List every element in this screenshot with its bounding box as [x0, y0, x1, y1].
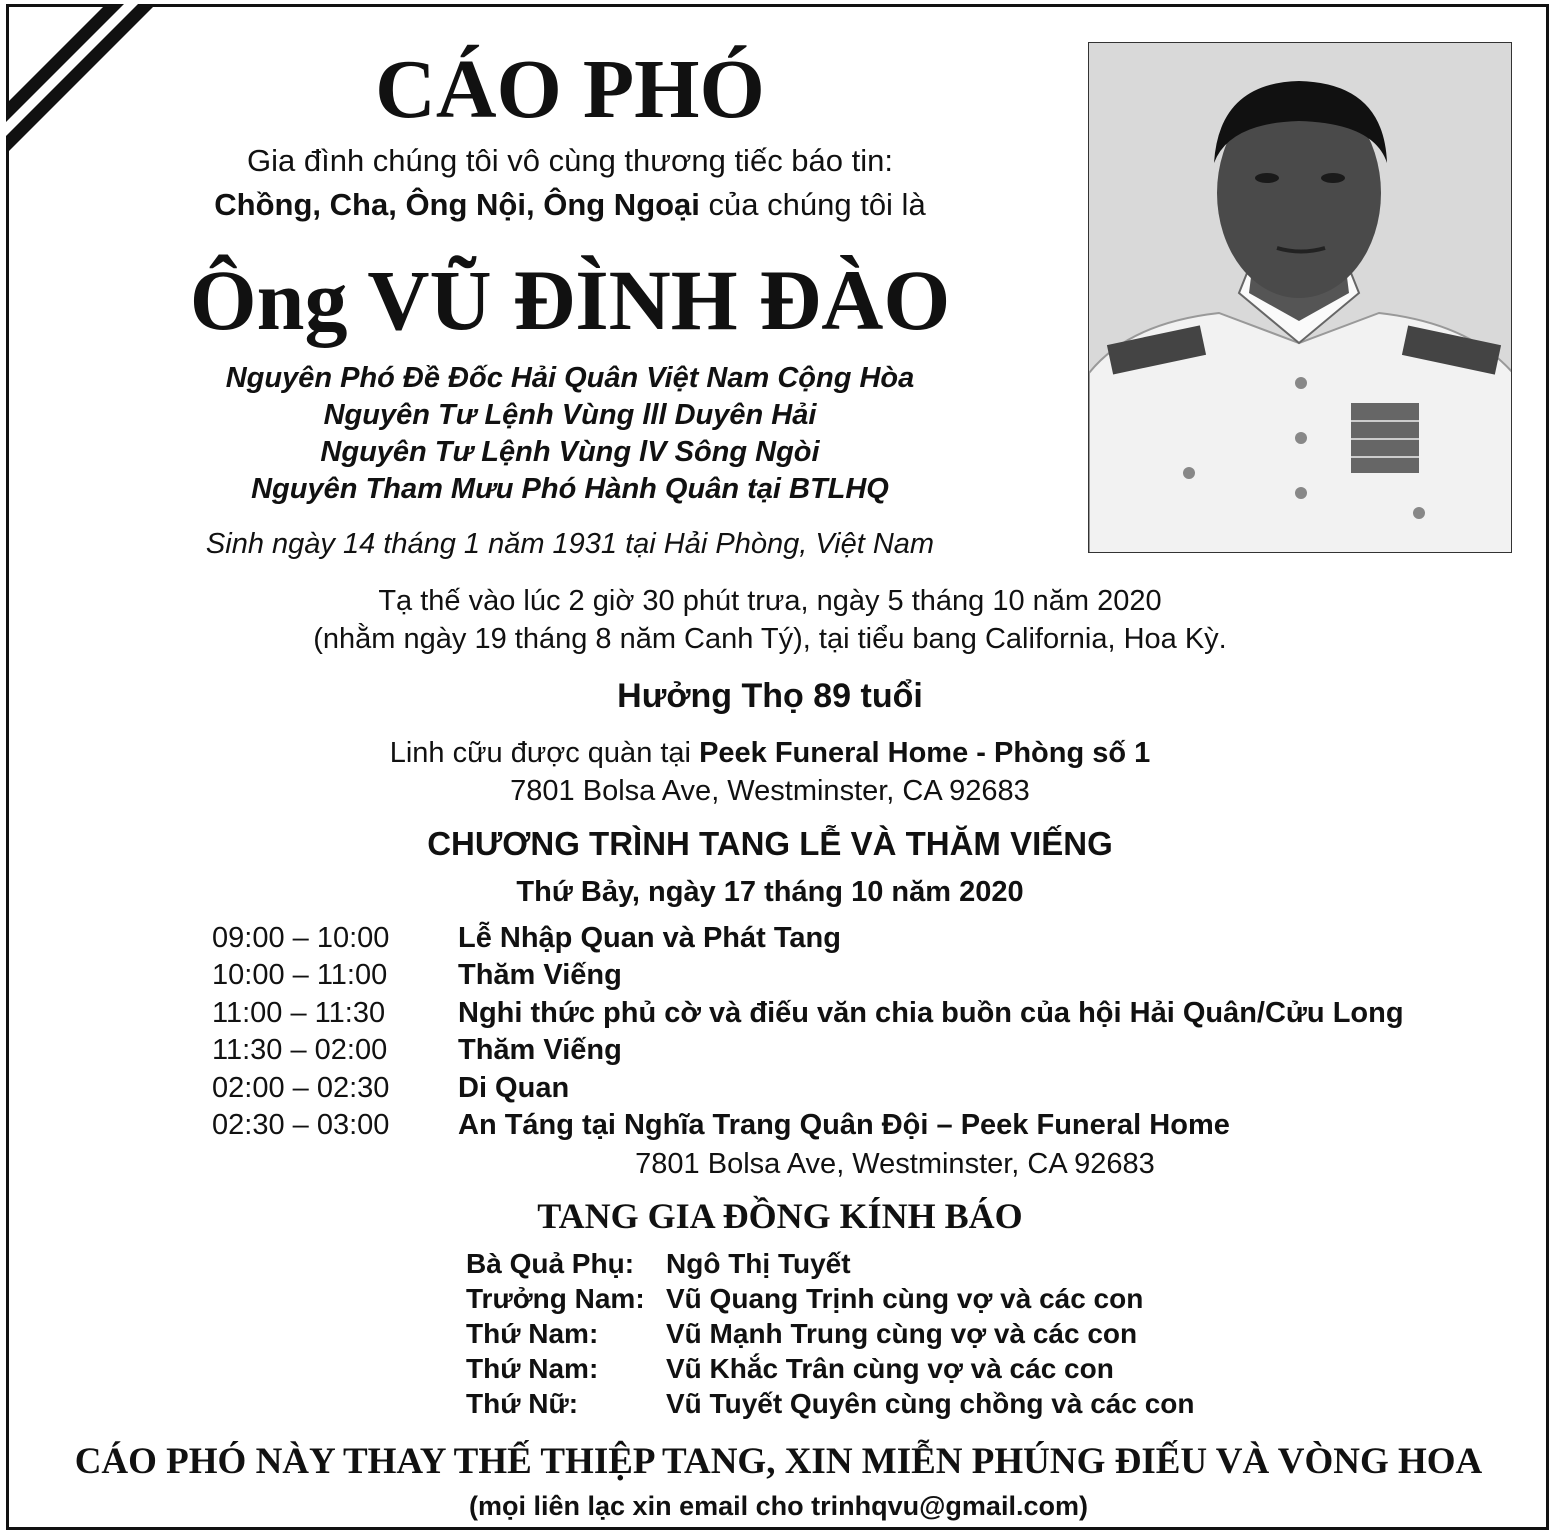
death-info-line: Tạ thế vào lúc 2 giờ 30 phút trưa, ngày 5 tháng 10 năm 2020: [378, 585, 1162, 617]
wake-address: 7801 Bolsa Ave, Westminster, CA 92683: [510, 775, 1030, 807]
family-names: Vũ Quang Trịnh cùng vợ và các con: [666, 1283, 1144, 1314]
schedule-event: Thăm Viếng: [458, 959, 622, 991]
schedule-event: Thăm Viếng: [458, 1034, 622, 1066]
program-title: CHƯƠNG TRÌNH TANG LỄ VÀ THĂM VIẾNG: [427, 825, 1113, 862]
family-relation: Thứ Nữ:: [466, 1388, 579, 1419]
title-line: Nguyên Tư Lệnh Vùng lll Duyên Hải: [323, 399, 817, 431]
wake-prefix: Linh cữu được quàn tại: [389, 737, 700, 769]
deceased-name: Ông VŨ ĐÌNH ĐÀO: [189, 252, 951, 348]
wake-location: [120, 734, 1420, 772]
birth-info: Sinh ngày 14 tháng 1 năm 1931 tại Hải Phòng, Việt Nam: [205, 528, 935, 560]
family-relation: Trưởng Nam:: [466, 1283, 645, 1314]
schedule-time: 11:00 – 11:30: [212, 997, 386, 1029]
schedule-event: An Táng tại Nghĩa Trang Quân Đội – Peek Funeral Home: [458, 1109, 1230, 1141]
family-names: Ngô Thị Tuyết: [666, 1248, 851, 1279]
portrait-photo: [1088, 42, 1512, 553]
family-relation: Bà Quả Phụ:: [466, 1248, 635, 1279]
schedule-time: 09:00 – 10:00: [212, 922, 390, 954]
family-relation: Thứ Nam:: [466, 1353, 599, 1384]
schedule-time: 11:30 – 02:00: [212, 1034, 388, 1066]
page-title: CÁO PHÓ: [375, 43, 765, 136]
wake-place: Peek Funeral Home - Phòng số 1: [699, 737, 1151, 769]
schedule-event: Di Quan: [458, 1072, 570, 1104]
death-info-line: (nhằm ngày 19 tháng 8 năm Canh Tý), tại tiểu bang California, Hoa Kỳ.: [313, 623, 1227, 655]
family-names: Vũ Mạnh Trung cùng vợ và các con: [666, 1318, 1138, 1349]
family-names: Vũ Tuyết Quyên cùng chồng và các con: [666, 1388, 1195, 1419]
intro-line: Gia đình chúng tôi vô cùng thương tiếc báo tin:: [247, 143, 893, 178]
schedule-time: 02:30 – 03:00: [212, 1109, 390, 1141]
family-relation: Thứ Nam:: [466, 1318, 599, 1349]
title-line: Nguyên Tư Lệnh Vùng lV Sông Ngòi: [320, 436, 820, 468]
contact-line: (mọi liên lạc xin email cho trinhqvu@gmail.com): [469, 1491, 1088, 1521]
schedule-time: 10:00 – 11:00: [212, 959, 388, 991]
schedule-event: Nghi thức phủ cờ và điếu văn chia buồn của hội Hải Quân/Cửu Long: [458, 997, 1404, 1029]
footer-notice: CÁO PHÓ NÀY THAY THẾ THIỆP TANG, XIN MIỄN PHÚNG ĐIẾU VÀ VÒNG HOA: [74, 1441, 1483, 1482]
burial-address: 7801 Bolsa Ave, Westminster, CA 92683: [635, 1148, 1155, 1180]
relations-text: Chồng, Cha, Ông Nội, Ông Ngoại: [214, 187, 700, 222]
family-header: TANG GIA ĐỒNG KÍNH BÁO: [537, 1196, 1023, 1236]
relations-suffix: của chúng tôi là: [699, 187, 926, 222]
age-line: Hưởng Thọ 89 tuổi: [617, 677, 923, 715]
intro-relations-line: [110, 184, 1030, 226]
title-line: Nguyên Phó Đề Đốc Hải Quân Việt Nam Cộng Hòa: [225, 362, 915, 394]
title-line: Nguyên Tham Mưu Phó Hành Quân tại BTLHQ: [251, 473, 889, 505]
portrait-image: [1089, 43, 1512, 553]
program-date: Thứ Bảy, ngày 17 tháng 10 năm 2020: [516, 876, 1024, 908]
schedule-event: Lễ Nhập Quan và Phát Tang: [458, 922, 841, 954]
schedule-time: 02:00 – 02:30: [212, 1072, 390, 1104]
family-names: Vũ Khắc Trân cùng vợ và các con: [666, 1353, 1114, 1384]
